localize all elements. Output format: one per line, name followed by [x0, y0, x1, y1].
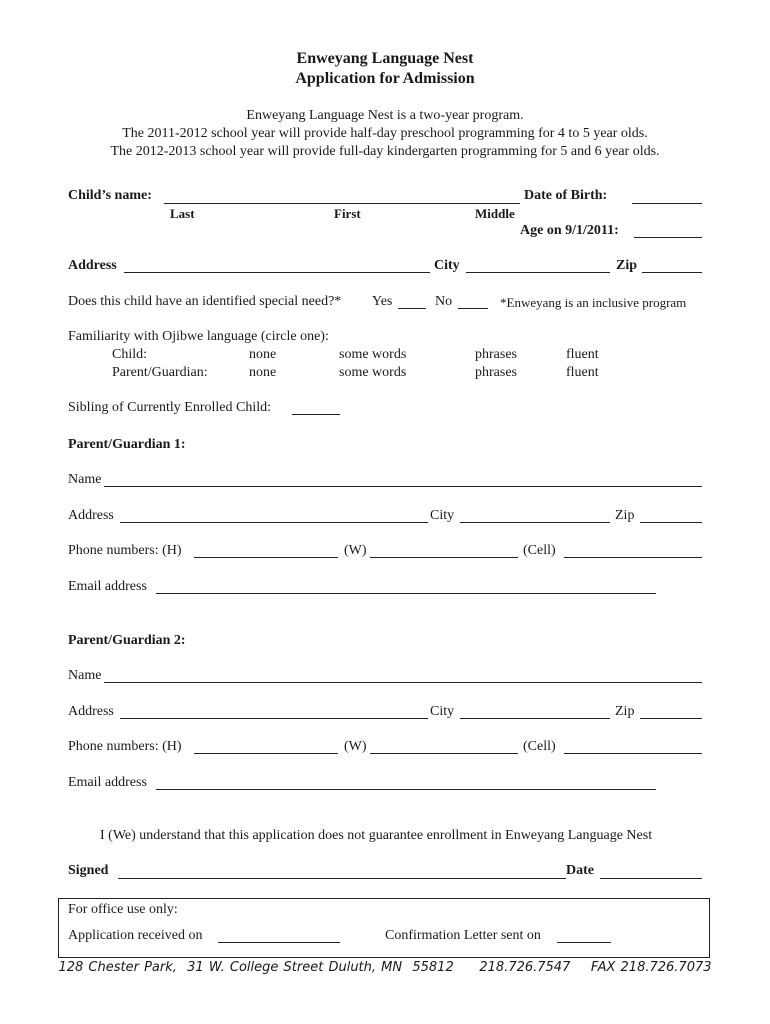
- confirmation-letter-label: Confirmation Letter sent on: [385, 928, 541, 943]
- guardian2-work-phone-field[interactable]: [370, 753, 518, 754]
- signature-field[interactable]: [118, 878, 566, 879]
- signed-label: Signed: [68, 863, 109, 878]
- guardian1-address-label: Address: [68, 508, 114, 523]
- familiarity-heading: Familiarity with Ojibwe language (circle one):: [68, 329, 329, 344]
- guardian2-zip-field[interactable]: [640, 718, 702, 719]
- child-zip-field[interactable]: [642, 272, 702, 273]
- confirmation-letter-field[interactable]: [557, 942, 611, 943]
- familiarity-child-label: Child:: [112, 347, 148, 362]
- guardian2-heading: Parent/Guardian 2:: [68, 633, 186, 648]
- guardian2-city-field[interactable]: [460, 718, 610, 719]
- familiarity-child-none[interactable]: none: [249, 347, 277, 362]
- special-need-question: Does this child have an identified special need?*: [68, 294, 342, 309]
- guardian1-phone-label: Phone numbers: (H): [68, 543, 182, 558]
- guardian2-name-label: Name: [68, 668, 102, 683]
- guardian1-work-phone-field[interactable]: [370, 557, 518, 558]
- age-field[interactable]: [634, 237, 702, 238]
- guardian2-city-label: City: [430, 704, 455, 719]
- footer-contact: 128 Chester Park, 31 W. College Street Duluth, MN 55812 218.726.7547 FAX 218.726.7073: [58, 960, 712, 975]
- guardian1-zip-label: Zip: [615, 508, 635, 523]
- familiarity-guardian-phrases[interactable]: phrases: [475, 365, 517, 380]
- special-need-yes-field[interactable]: [398, 308, 426, 309]
- guardian1-name-field[interactable]: [104, 486, 702, 487]
- guardian2-address-field[interactable]: [120, 718, 428, 719]
- guardian2-address-label: Address: [68, 704, 114, 719]
- guardian2-phone-label: Phone numbers: (H): [68, 739, 182, 754]
- guardian2-work-label: (W): [344, 739, 367, 754]
- guardian2-cell-phone-field[interactable]: [564, 753, 702, 754]
- age-label: Age on 9/1/2011:: [520, 223, 619, 238]
- office-use-heading: For office use only:: [68, 902, 178, 917]
- guardian1-name-label: Name: [68, 472, 102, 487]
- familiarity-guardian-fluent[interactable]: fluent: [566, 365, 599, 380]
- guardian1-city-label: City: [430, 508, 455, 523]
- middle-name-caption: Middle: [475, 206, 515, 221]
- intro-line-2: The 2011-2012 school year will provide half-day preschool programming for 4 to 5 year olds.: [122, 126, 648, 141]
- application-received-label: Application received on: [68, 928, 203, 943]
- familiarity-child-phrases[interactable]: phrases: [475, 347, 517, 362]
- special-need-no-field[interactable]: [458, 308, 488, 309]
- child-name-field[interactable]: [164, 203, 520, 204]
- first-name-caption: First: [334, 206, 361, 221]
- guardian1-work-label: (W): [344, 543, 367, 558]
- dob-label: Date of Birth:: [524, 188, 608, 203]
- guardian1-email-label: Email address: [68, 579, 147, 594]
- form-title: Enweyang Language Nest: [296, 50, 474, 67]
- guardian1-email-field[interactable]: [156, 593, 656, 594]
- date-label: Date: [566, 863, 594, 878]
- familiarity-child-some-words[interactable]: some words: [339, 347, 407, 362]
- guardian2-home-phone-field[interactable]: [194, 753, 338, 754]
- intro-line-3: The 2012-2013 school year will provide full-day kindergarten programming for 5 and 6 year olds.: [110, 144, 660, 159]
- sibling-field[interactable]: [292, 414, 340, 415]
- special-need-no-label: No: [435, 294, 453, 309]
- dob-field[interactable]: [632, 203, 702, 204]
- guardian2-email-field[interactable]: [156, 789, 656, 790]
- guardian2-email-label: Email address: [68, 775, 147, 790]
- sibling-label: Sibling of Currently Enrolled Child:: [68, 400, 271, 415]
- child-city-label: City: [434, 258, 460, 273]
- special-need-yes-label: Yes: [372, 294, 393, 309]
- guardian2-zip-label: Zip: [615, 704, 635, 719]
- guardian2-name-field[interactable]: [104, 682, 702, 683]
- date-field[interactable]: [600, 878, 702, 879]
- guardian1-cell-label: (Cell): [523, 543, 556, 558]
- guardian1-address-field[interactable]: [120, 522, 428, 523]
- child-zip-label: Zip: [616, 258, 638, 273]
- form-subtitle: Application for Admission: [295, 70, 475, 87]
- application-received-field[interactable]: [218, 942, 340, 943]
- familiarity-child-fluent[interactable]: fluent: [566, 347, 599, 362]
- familiarity-guardian-none[interactable]: none: [249, 365, 277, 380]
- last-name-caption: Last: [170, 206, 195, 221]
- guardian1-zip-field[interactable]: [640, 522, 702, 523]
- child-address-field[interactable]: [124, 272, 430, 273]
- intro-line-1: Enweyang Language Nest is a two-year program.: [246, 108, 524, 123]
- child-address-label: Address: [68, 258, 117, 273]
- guardian1-city-field[interactable]: [460, 522, 610, 523]
- guardian1-home-phone-field[interactable]: [194, 557, 338, 558]
- guardian1-heading: Parent/Guardian 1:: [68, 437, 186, 452]
- guardian1-cell-phone-field[interactable]: [564, 557, 702, 558]
- inclusive-note: *Enweyang is an inclusive program: [500, 295, 687, 310]
- guardian2-cell-label: (Cell): [523, 739, 556, 754]
- familiarity-guardian-label: Parent/Guardian:: [112, 365, 208, 380]
- child-name-label: Child’s name:: [68, 188, 152, 203]
- child-city-field[interactable]: [466, 272, 610, 273]
- familiarity-guardian-some-words[interactable]: some words: [339, 365, 407, 380]
- agreement-statement: I (We) understand that this application does not guarantee enrollment in Enweyang Language Nest: [100, 828, 653, 843]
